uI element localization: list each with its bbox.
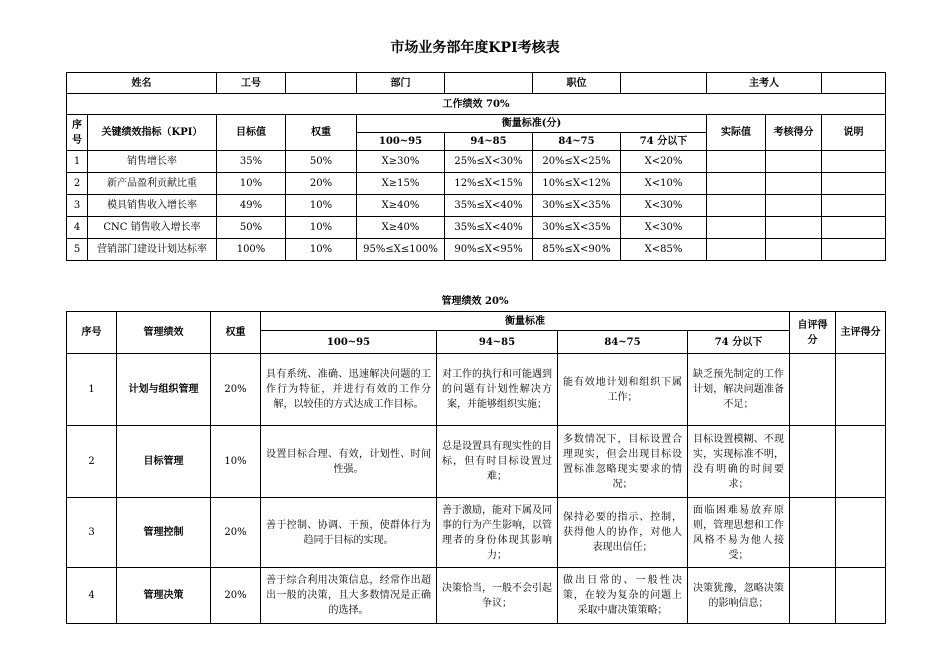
weight-value: 20% xyxy=(211,568,261,624)
kpi-name: 营销部门建设计划达标率 xyxy=(88,239,217,261)
row-no: 2 xyxy=(67,426,117,498)
self-score-cell[interactable] xyxy=(790,568,836,624)
id-value[interactable] xyxy=(286,73,357,94)
score-cell[interactable] xyxy=(766,195,822,217)
table-row xyxy=(67,151,886,173)
mgmt-section-title: 管理绩效 20% xyxy=(441,296,509,307)
criteria-level-4: X<85% xyxy=(621,239,707,261)
note-cell[interactable] xyxy=(822,195,886,217)
target-value: 35% xyxy=(217,151,286,173)
kpi-name: 新产品盈利贡献比重 xyxy=(88,173,217,195)
criteria-level-4: 决策犹豫，忽略决策的影响信息； xyxy=(688,568,790,624)
kpi-name: 销售增长率 xyxy=(88,151,217,173)
mgmt-item: 管理控制 xyxy=(117,498,211,568)
kpi-name: 模具销售收入增长率 xyxy=(88,195,217,217)
kpi-name: CNC 销售收入增长率 xyxy=(88,217,217,239)
criteria-level-2: 25%≤X<30% xyxy=(445,151,533,173)
weight-value: 10% xyxy=(286,239,357,261)
target-value: 50% xyxy=(217,217,286,239)
mgmt-level-3: 84~75 xyxy=(558,331,688,354)
note-cell[interactable] xyxy=(822,217,886,239)
criteria-level-3: 30%≤X<35% xyxy=(533,217,621,239)
row-no: 4 xyxy=(67,568,117,624)
actual-value-cell[interactable] xyxy=(707,195,766,217)
work-section-row xyxy=(67,94,886,115)
criteria-level-4: 目标设置模糊、不现实，实现标准不明，没有明确的时间要求； xyxy=(688,426,790,498)
dept-label: 部门 xyxy=(357,73,445,94)
criteria-level-2: 35%≤X<40% xyxy=(445,217,533,239)
criteria-level-4: X<30% xyxy=(621,217,707,239)
mgmt-item: 管理决策 xyxy=(117,568,211,624)
level-4: 74 分以下 xyxy=(621,133,707,151)
actual-value-cell[interactable] xyxy=(707,239,766,261)
score-cell[interactable] xyxy=(766,239,822,261)
table-row xyxy=(67,568,886,624)
criteria-level-3: 85%≤X<90% xyxy=(533,239,621,261)
criteria-level-3: 保持必要的指示、控制，获得他人的协作，对他人表现出信任； xyxy=(558,498,688,568)
management-performance-table xyxy=(66,311,886,624)
assessor-score-cell[interactable] xyxy=(836,568,886,624)
criteria-level-2: 总是设置具有现实性的目标，但有时目标设置过难； xyxy=(437,426,558,498)
criteria-level-2: 12%≤X<15% xyxy=(445,173,533,195)
score-cell[interactable] xyxy=(766,217,822,239)
level-1: 100~95 xyxy=(357,133,445,151)
mgmt-header-self: 自评得分 xyxy=(790,312,836,354)
criteria-level-2: 决策恰当，一般不会引起争议； xyxy=(437,568,558,624)
mgmt-item: 目标管理 xyxy=(117,426,211,498)
work-section-title: 工作绩效 70% xyxy=(67,94,886,115)
criteria-level-4: X<30% xyxy=(621,195,707,217)
header-note: 说明 xyxy=(822,115,886,151)
criteria-level-1: X≥15% xyxy=(357,173,445,195)
row-no: 1 xyxy=(67,151,88,173)
criteria-level-3: 能有效地计划和组织下属工作； xyxy=(558,354,688,426)
mgmt-level-4: 74 分以下 xyxy=(688,331,790,354)
level-2: 94~85 xyxy=(445,133,533,151)
score-cell[interactable] xyxy=(766,151,822,173)
criteria-level-2: 35%≤X<40% xyxy=(445,195,533,217)
row-no: 4 xyxy=(67,217,88,239)
name-label: 姓名 xyxy=(67,73,217,94)
mgmt-level-2: 94~85 xyxy=(437,331,558,354)
assessor-value[interactable] xyxy=(822,73,886,94)
target-value: 49% xyxy=(217,195,286,217)
info-row xyxy=(67,73,886,94)
table-row xyxy=(67,217,886,239)
page-title: 市场业务部年度KPI考核表 xyxy=(390,40,560,56)
row-no: 1 xyxy=(67,354,117,426)
position-value[interactable] xyxy=(621,73,707,94)
row-no: 3 xyxy=(67,498,117,568)
note-cell[interactable] xyxy=(822,173,886,195)
criteria-level-2: 对工作的执行和可能遇到的问题有计划性解决方案，并能够组织实施； xyxy=(437,354,558,426)
table-row xyxy=(67,173,886,195)
criteria-level-1: 善于控制、协调、干预，使群体行为趋同于目标的实现。 xyxy=(261,498,437,568)
assessor-score-cell[interactable] xyxy=(836,354,886,426)
id-label: 工号 xyxy=(217,73,286,94)
note-cell[interactable] xyxy=(822,239,886,261)
criteria-level-2: 90%≤X<95% xyxy=(445,239,533,261)
mgmt-header-row xyxy=(67,312,886,331)
position-label: 职位 xyxy=(533,73,621,94)
assessor-label: 主考人 xyxy=(707,73,822,94)
weight-value: 20% xyxy=(286,173,357,195)
row-no: 2 xyxy=(67,173,88,195)
table-row xyxy=(67,498,886,568)
target-value: 10% xyxy=(217,173,286,195)
criteria-level-3: 30%≤X<35% xyxy=(533,195,621,217)
header-actual: 实际值 xyxy=(707,115,766,151)
criteria-level-3: 10%≤X<12% xyxy=(533,173,621,195)
table-row xyxy=(67,195,886,217)
mgmt-item: 计划与组织管理 xyxy=(117,354,211,426)
weight-value: 20% xyxy=(211,354,261,426)
actual-value-cell[interactable] xyxy=(707,151,766,173)
actual-value-cell[interactable] xyxy=(707,217,766,239)
weight-value: 20% xyxy=(211,498,261,568)
criteria-level-1: 具有系统、准确、迅速解决问题的工作行为特征，并进行有效的工作分解，以较佳的方式达成工作目标。 xyxy=(261,354,437,426)
criteria-level-4: 面临困难易放弃原则，管理思想和工作风格不易为他人接受； xyxy=(688,498,790,568)
assessor-score-cell[interactable] xyxy=(836,426,886,498)
work-performance-table xyxy=(66,72,886,261)
mgmt-header-item: 管理绩效 xyxy=(117,312,211,354)
mgmt-header-weight: 权重 xyxy=(211,312,261,354)
weight-value: 10% xyxy=(211,426,261,498)
criteria-level-4: X<20% xyxy=(621,151,707,173)
header-kpi: 关键绩效指标（KPI） xyxy=(88,115,217,151)
criteria-level-1: X≥40% xyxy=(357,195,445,217)
self-score-cell[interactable] xyxy=(790,354,836,426)
note-cell[interactable] xyxy=(822,151,886,173)
header-no: 序号 xyxy=(67,115,88,151)
criteria-level-1: X≥40% xyxy=(357,217,445,239)
score-cell[interactable] xyxy=(766,173,822,195)
row-no: 5 xyxy=(67,239,88,261)
criteria-level-1: 善于综合利用决策信息，经常作出超出一般的决策，且大多数情况是正确的选择。 xyxy=(261,568,437,624)
criteria-level-3: 多数情况下，目标设置合理现实，但会出现目标设置标准忽略现实要求的情况； xyxy=(558,426,688,498)
header-weight: 权重 xyxy=(286,115,357,151)
actual-value-cell[interactable] xyxy=(707,173,766,195)
header-criteria: 衡量标准(分) xyxy=(357,115,707,133)
criteria-level-1: 95%≤X≤100% xyxy=(357,239,445,261)
dept-value[interactable] xyxy=(445,73,533,94)
self-score-cell[interactable] xyxy=(790,498,836,568)
assessor-score-cell[interactable] xyxy=(836,498,886,568)
table-row xyxy=(67,354,886,426)
header-score: 考核得分 xyxy=(766,115,822,151)
level-3: 84~75 xyxy=(533,133,621,151)
weight-value: 50% xyxy=(286,151,357,173)
weight-value: 10% xyxy=(286,195,357,217)
table-row xyxy=(67,239,886,261)
criteria-level-4: 缺乏预先制定的工作计划，解决问题准备不足； xyxy=(688,354,790,426)
work-header-row xyxy=(67,115,886,133)
criteria-level-4: X<10% xyxy=(621,173,707,195)
mgmt-header-assessor: 主评得分 xyxy=(836,312,886,354)
row-no: 3 xyxy=(67,195,88,217)
weight-value: 10% xyxy=(286,217,357,239)
header-target: 目标值 xyxy=(217,115,286,151)
target-value: 100% xyxy=(217,239,286,261)
criteria-level-1: 设置目标合理、有效，计划性、时间性强。 xyxy=(261,426,437,498)
mgmt-header-no: 序号 xyxy=(67,312,117,354)
mgmt-header-criteria: 衡量标准 xyxy=(261,312,790,331)
criteria-level-3: 做出日常的、一般性决策，在较为复杂的问题上采取中庸决策策略； xyxy=(558,568,688,624)
self-score-cell[interactable] xyxy=(790,426,836,498)
mgmt-level-1: 100~95 xyxy=(261,331,437,354)
criteria-level-2: 善于激励，能对下属及同事的行为产生影响，以管理者的身份体现其影响力； xyxy=(437,498,558,568)
criteria-level-1: X≥30% xyxy=(357,151,445,173)
table-row xyxy=(67,426,886,498)
criteria-level-3: 20%≤X<25% xyxy=(533,151,621,173)
